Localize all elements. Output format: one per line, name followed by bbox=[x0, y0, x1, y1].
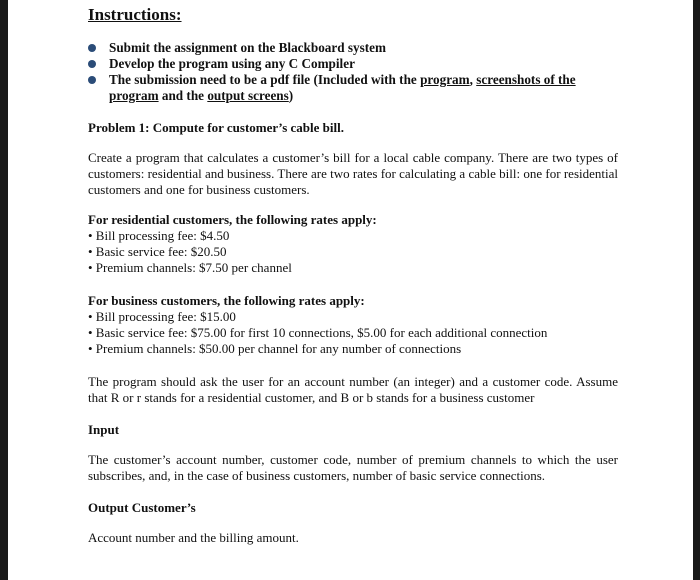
instruction-item bbox=[88, 56, 618, 72]
bullet-icon bbox=[88, 76, 96, 84]
bullet-icon bbox=[88, 60, 96, 68]
bullet-icon bbox=[88, 44, 96, 52]
document-content bbox=[88, 4, 618, 546]
problem-intro: Create a program that calculates a customer’s bill for a local cable company. There are two types of customers: residential and business. There are two rates for calculating a cable bill: one for residential customers and one for business customers. bbox=[88, 150, 618, 197]
instruction-text-prefix: The submission need to be a pdf file (Included with the bbox=[109, 72, 421, 87]
instruction-text-mid: and the bbox=[158, 88, 208, 103]
program-description: The program should ask the user for an account number (an integer) and a customer code. Assume that R or r stands for a residential customer, and B or b stands for a business customer bbox=[88, 374, 618, 405]
rate-item: • Premium channels: $50.00 per channel for any number of connections bbox=[88, 341, 462, 356]
rate-item: • Premium channels: $7.50 per channel bbox=[88, 260, 292, 275]
business-heading: For business customers, the following rates apply: bbox=[88, 293, 365, 308]
output-text: Account number and the billing amount. bbox=[88, 530, 299, 545]
output-heading: Output Customer’s bbox=[88, 500, 196, 515]
input-text: The customer’s account number, customer code, number of premium channels to which the user subscribes, and, in the case of business customers, number of basic service connections. bbox=[88, 452, 618, 483]
input-heading: Input bbox=[88, 422, 120, 437]
instruction-separator: , bbox=[469, 72, 477, 87]
instruction-item bbox=[88, 40, 618, 56]
rate-item: • Basic service fee: $75.00 for first 10 connections, $5.00 for each additional connection bbox=[88, 325, 548, 340]
residential-rates-list bbox=[88, 228, 618, 276]
program-link: program bbox=[420, 72, 470, 87]
rate-item: • Bill processing fee: $4.50 bbox=[88, 228, 230, 243]
right-edge-border bbox=[693, 0, 700, 580]
instruction-text: Develop the program using any C Compiler bbox=[109, 56, 355, 71]
business-rates-list bbox=[88, 309, 618, 357]
instruction-text: Submit the assignment on the Blackboard system bbox=[109, 40, 386, 55]
residential-heading: For residential customers, the following rates apply: bbox=[88, 212, 377, 227]
rate-item: • Basic service fee: $20.50 bbox=[88, 244, 227, 259]
instructions-title: Instructions: bbox=[88, 5, 182, 24]
rate-item: • Bill processing fee: $15.00 bbox=[88, 309, 236, 324]
problem-title: Problem 1: Compute for customer’s cable bill. bbox=[88, 120, 344, 135]
instruction-text-suffix: ) bbox=[288, 88, 294, 103]
instruction-item bbox=[88, 72, 618, 104]
left-edge-border bbox=[0, 0, 8, 580]
screenshots-link: screenshots of the program bbox=[109, 72, 576, 103]
instructions-list bbox=[88, 40, 618, 104]
output-screens-link: output screens bbox=[207, 88, 289, 103]
